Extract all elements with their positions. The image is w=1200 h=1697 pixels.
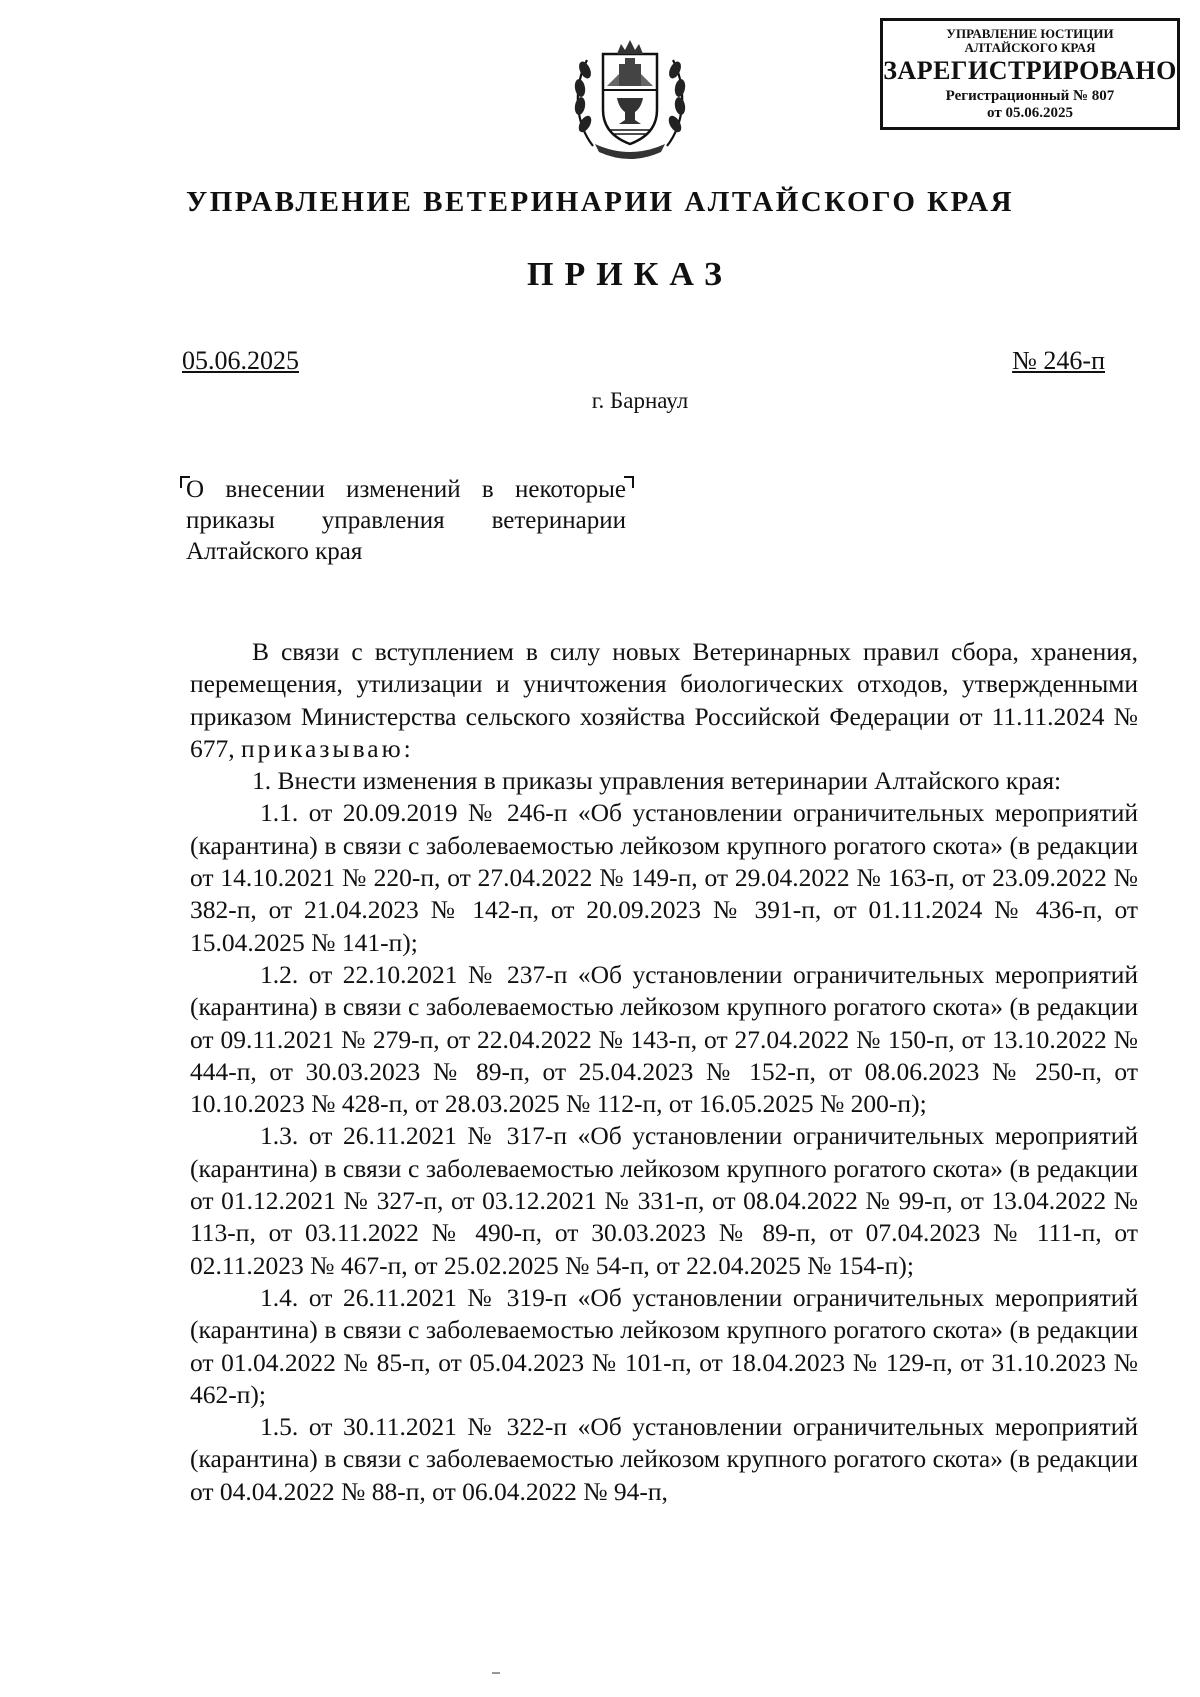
stamp-reg-date: от 05.06.2025 [987, 105, 1073, 121]
scan-mark [492, 1672, 500, 1674]
document-subject: О внесении изменений в некоторые приказы управления ветеринарии Алтайского края [186, 476, 626, 565]
paragraph-1-5: 1.5. от 30.11.2021 № 322-п «Об установлении ограничительных мероприятий (карантина) в связи с заболеваемостью лейкозом крупного рогатого скота» (в редакции от 04.04.2022 № 88-п, от 06.04.2022 № 94-п, [190, 1412, 1138, 1506]
paragraph-1: 1. Внести изменения в приказы управления ветеринарии Алтайского края: [252, 766, 1062, 796]
intro-text: В связи с вступлением в силу новых Ветеринарных правил сбора, хранения, перемещения, утилизации и уничтожения биологических отходов, утвержденными приказом Министерства сельского хозяйства Российской Федерации от 11.11.2024 № 677, [190, 637, 1138, 763]
document-type: ПРИКАЗ [527, 256, 733, 293]
paragraph-1-4: 1.4. от 26.11.2021 № 319-п «Об установлении ограничительных мероприятий (карантина) в связи с заболеваемостью лейкозом крупного рогатого скота» (в редакции от 01.04.2022 № 85-п, от 05.04.2023 № 101-п, от 18.04.2023 № 129-п, от 31.10.2023 № 462-п); [190, 1282, 1138, 1409]
stamp-status: ЗАРЕГИСТРИРОВАНО [883, 56, 1177, 85]
stamp-authority-line2: АЛТАЙСКОГО КРАЯ [964, 40, 1096, 55]
intro-paragraph [190, 636, 1138, 765]
intro-order-word: приказываю: [241, 733, 414, 763]
paragraph-1-1: 1.1. от 20.09.2019 № 246-п «Об установлении ограничительных мероприятий (карантина) в связи с заболеваемостью лейкозом крупного рогатого скота» (в редакции от 14.10.2021 № 220-п, от 27.04.2022 № 149-п, от 29.04.2022 № 163-п, от 23.09.2022 № 382-п, от 21.04.2023 № 142-п, от 20.09.2023 № 391-п, от 01.11.2024 № 436-п, от 15.04.2025 № 141-п); [190, 798, 1138, 957]
stamp-authority-line1: УПРАВЛЕНИЕ ЮСТИЦИИ [946, 26, 1114, 41]
paragraph-1-3: 1.3. от 26.11.2021 № 317-п «Об установлении ограничительных мероприятий (карантина) в связи с заболеваемостью лейкозом крупного рогатого скота» (в редакции от 01.12.2021 № 327-п, от 03.12.2021 № 331-п, от 08.04.2022 № 99-п, от 13.04.2022 № 113-п, от 03.11.2022 № 490-п, от 30.03.2023 № 89-п, от 07.04.2023 № 111-п, от 02.11.2023 № 467-п, от 25.02.2025 № 54-п, от 22.04.2025 № 154-п); [190, 1121, 1138, 1280]
organization-title: УПРАВЛЕНИЕ ВЕТЕРИНАРИИ АЛТАЙСКОГО КРАЯ [185, 186, 1015, 218]
document-number: № 246-п [1012, 346, 1105, 375]
document-city: г. Барнаул [591, 388, 689, 413]
document-body [190, 636, 1138, 1508]
registration-stamp [880, 18, 1180, 130]
coat-of-arms-icon [565, 28, 695, 168]
stamp-reg-number: Регистрационный № 807 [945, 88, 1115, 104]
document-date: 05.06.2025 [182, 346, 299, 375]
paragraph-1-2: 1.2. от 22.10.2021 № 237-п «Об установлении ограничительных мероприятий (карантина) в связи с заболеваемостью лейкозом крупного рогатого скота» (в редакции от 09.11.2021 № 279-п, от 22.04.2022 № 143-п, от 27.04.2022 № 150-п, от 13.10.2022 № 444-п, от 30.03.2023 № 89-п, от 25.04.2023 № 152-п, от 08.06.2023 № 250-п, от 10.10.2023 № 428-п, от 28.03.2025 № 112-п, от 16.05.2025 № 200-п); [190, 959, 1138, 1119]
